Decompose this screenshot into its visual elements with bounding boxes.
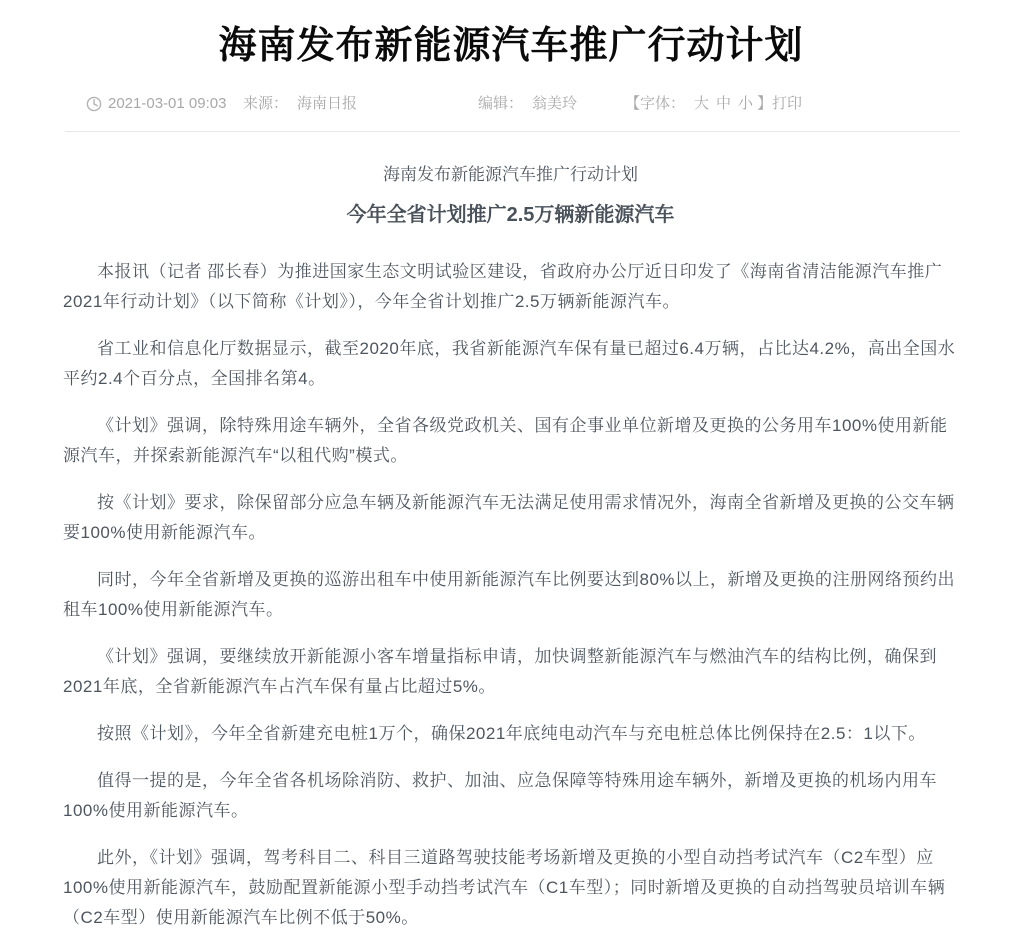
article-paragraph: 省工业和信息化厅数据显示，截至2020年底，我省新能源汽车保有量已超过6.4万辆，占比达4.2%，高出全国水平约2.4个百分点，全国排名第4。 <box>63 339 956 389</box>
header-divider <box>65 131 960 132</box>
editor-value: 翁美玲 <box>532 95 578 113</box>
font-size-large-button[interactable]: 大 <box>694 95 710 113</box>
article-subtitle-bold: 今年全省计划推广2.5万辆新能源汽车 <box>346 204 675 227</box>
article-body <box>63 160 958 933</box>
editor-label: 编辑： <box>478 95 524 113</box>
source-field <box>243 94 357 114</box>
article-paragraph: 同时，今年全省新增及更换的巡游出租车中使用新能源汽车比例要达到80%以上，新增及更换的注册网络预约出租车100%使用新能源汽车。 <box>63 570 956 620</box>
font-size-label-close: 】 <box>757 95 773 113</box>
article-paragraph: 《计划》强调，除特殊用途车辆外，全省各级党政机关、国有企事业单位新增及更换的公务用车100%使用新能源汽车，并探索新能源汽车“以租代购”模式。 <box>63 416 948 466</box>
article-paragraph: 《计划》强调，要继续放开新能源小客车增量指标申请，加快调整新能源汽车与燃油汽车的结构比例，确保到2021年底，全省新能源汽车占汽车保有量占比超过5%。 <box>63 647 937 697</box>
editor-field <box>478 94 577 114</box>
article-paragraph: 此外，《计划》强调，驾考科目二、科目三道路驾驶技能考场新增及更换的小型自动挡考试汽车（C2车型）应100%使用新能源汽车，鼓励配置新能源小型手动挡考试汽车（C1车型）；同时新增及更换的自动挡驾驶员培训车辆（C2车型）使用新能源汽车比例不低于50%。 <box>63 848 946 928</box>
source-label: 来源： <box>243 95 289 113</box>
meta-bar <box>0 94 1022 118</box>
clock-icon <box>86 96 102 112</box>
font-size-medium-button[interactable]: 中 <box>716 95 732 113</box>
article-paragraph: 值得一提的是，今年全省各机场除消防、救护、加油、应急保障等特殊用途车辆外，新增及更换的机场内用车100%使用新能源汽车。 <box>63 771 937 821</box>
source-value: 海南日报 <box>297 95 358 113</box>
article-paragraph: 按照《计划》，今年全省新建充电桩1万个，确保2021年底纯电动汽车与充电桩总体比例保持在2.5：1以下。 <box>97 724 926 744</box>
print-button[interactable]: 打印 <box>772 95 803 113</box>
font-size-label: 【字体： <box>625 95 686 113</box>
font-size-small-button[interactable]: 小 <box>738 95 754 113</box>
article-paragraph: 本报讯（记者 邵长春）为推进国家生态文明试验区建设，省政府办公厅近日印发了《海南省清洁能源汽车推广2021年行动计划》（以下简称《计划》），今年全省计划推广2.5万辆新能源汽车。 <box>63 262 943 312</box>
font-size-control <box>625 94 772 114</box>
article-paragraph: 按《计划》要求，除保留部分应急车辆及新能源汽车无法满足使用需求情况外，海南全省新增及更换的公交车辆要100%使用新能源汽车。 <box>63 493 955 543</box>
page-title: 海南发布新能源汽车推广行动计划 <box>218 25 804 67</box>
article-subtitle: 海南发布新能源汽车推广行动计划 <box>383 165 638 185</box>
publish-time: 2021-03-01 09:03 <box>108 95 227 113</box>
article-page <box>0 22 1022 928</box>
